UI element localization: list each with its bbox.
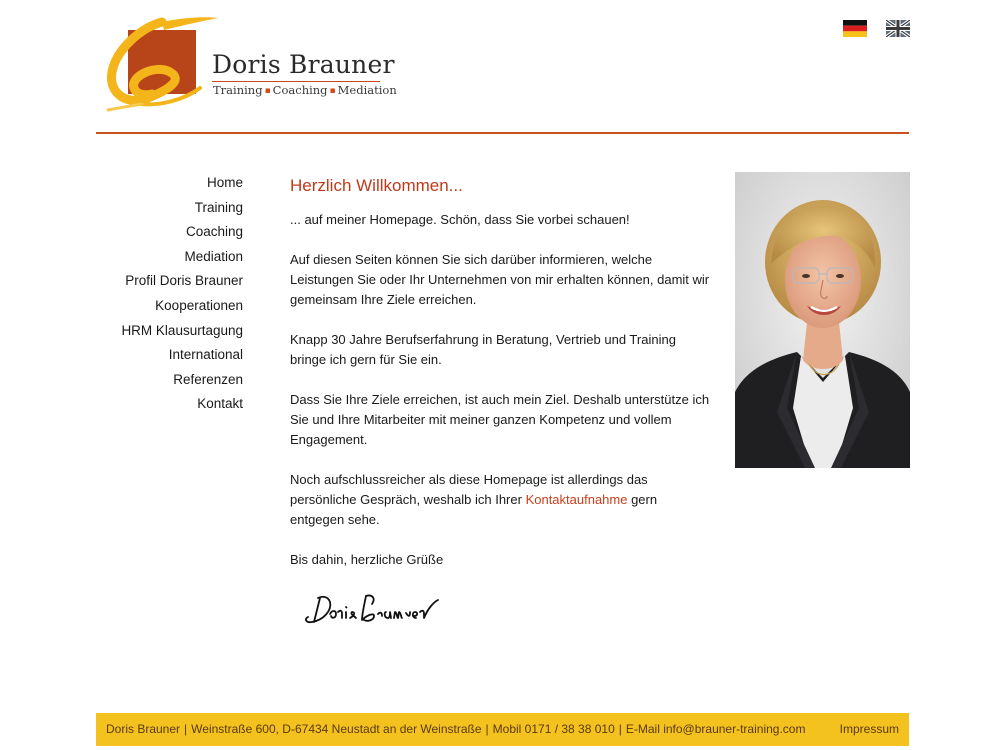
footer-phone: Mobil 0171 / 38 38 010 xyxy=(492,722,615,736)
tagline-training: Training xyxy=(213,83,263,97)
tagline-dot-icon: ▪ xyxy=(329,86,336,96)
impressum-link[interactable]: Impressum xyxy=(839,722,899,736)
main-content xyxy=(290,175,710,590)
closing-text: Bis dahin, herzliche Grüße xyxy=(290,552,444,567)
nav-item-mediation[interactable]: Mediation xyxy=(184,248,243,264)
contact-paragraph xyxy=(290,470,710,530)
signature-image xyxy=(300,588,445,632)
intro-paragraph: ... auf meiner Homepage. Schön, dass Sie vorbei schauen! xyxy=(290,212,630,227)
tagline-coaching: Coaching xyxy=(272,83,328,97)
logo-divider xyxy=(212,81,380,82)
site-footer xyxy=(96,713,909,746)
german-flag-icon[interactable] xyxy=(843,20,867,37)
logo-mark-icon xyxy=(100,14,220,118)
footer-name: Doris Brauner xyxy=(106,722,181,736)
nav-item-training[interactable]: Training xyxy=(194,199,243,215)
nav-item-referenzen[interactable]: Referenzen xyxy=(173,371,243,387)
footer-address: Weinstraße 600, D-67434 Neustadt an der Weinstraße xyxy=(191,722,482,736)
header-divider xyxy=(96,132,909,134)
portrait-photo xyxy=(735,172,910,468)
logo-name: Doris Brauner xyxy=(212,50,395,79)
contact-text-before: Noch aufschlussreicher als diese Homepage ist allerdings das persönliche Gespräch, weshalb ich Ihrer xyxy=(290,472,648,507)
info-paragraph: Auf diesen Seiten können Sie sich darüber informieren, welche Leistungen Sie oder Ihr Unternehmen von mir erhalten können, damit wir gemeinsam Ihre Ziele erreichen. xyxy=(290,252,710,307)
footer-separator: | xyxy=(184,722,188,736)
uk-flag-icon[interactable] xyxy=(886,20,910,37)
language-switcher xyxy=(843,20,911,38)
goals-paragraph: Dass Sie Ihre Ziele erreichen, ist auch mein Ziel. Deshalb unterstütze ich Sie und Ihre Mitarbeiter mit meiner ganzen Kompetenz und vollem Engagement. xyxy=(290,392,710,447)
nav-item-hrm-klausurtagung[interactable]: HRM Klausurtagung xyxy=(121,322,243,338)
nav-item-home[interactable]: Home xyxy=(206,175,243,190)
logo-tagline xyxy=(213,83,397,97)
main-navigation xyxy=(96,173,243,419)
page-title: Herzlich Willkommen... xyxy=(290,176,463,195)
footer-contact-info xyxy=(106,713,805,746)
nav-item-international[interactable]: International xyxy=(168,347,243,363)
experience-paragraph: Knapp 30 Jahre Berufserfahrung in Beratung, Vertrieb und Training bringe ich gern für Sie ein. xyxy=(290,332,676,367)
footer-email[interactable]: E-Mail info@brauner-training.com xyxy=(625,722,806,736)
contact-text-after: gern entgegen sehe. xyxy=(290,492,658,527)
site-logo[interactable] xyxy=(100,14,397,118)
nav-item-kooperationen[interactable]: Kooperationen xyxy=(155,297,243,313)
nav-item-coaching[interactable]: Coaching xyxy=(185,224,243,240)
footer-separator: | xyxy=(485,722,489,736)
nav-item-profil[interactable]: Profil Doris Brauner xyxy=(125,273,243,289)
tagline-dot-icon: ▪ xyxy=(264,86,271,96)
tagline-mediation: Mediation xyxy=(337,83,397,97)
footer-separator: | xyxy=(618,722,622,736)
contact-link[interactable]: Kontaktaufnahme xyxy=(525,492,628,507)
nav-item-kontakt[interactable]: Kontakt xyxy=(197,396,243,412)
